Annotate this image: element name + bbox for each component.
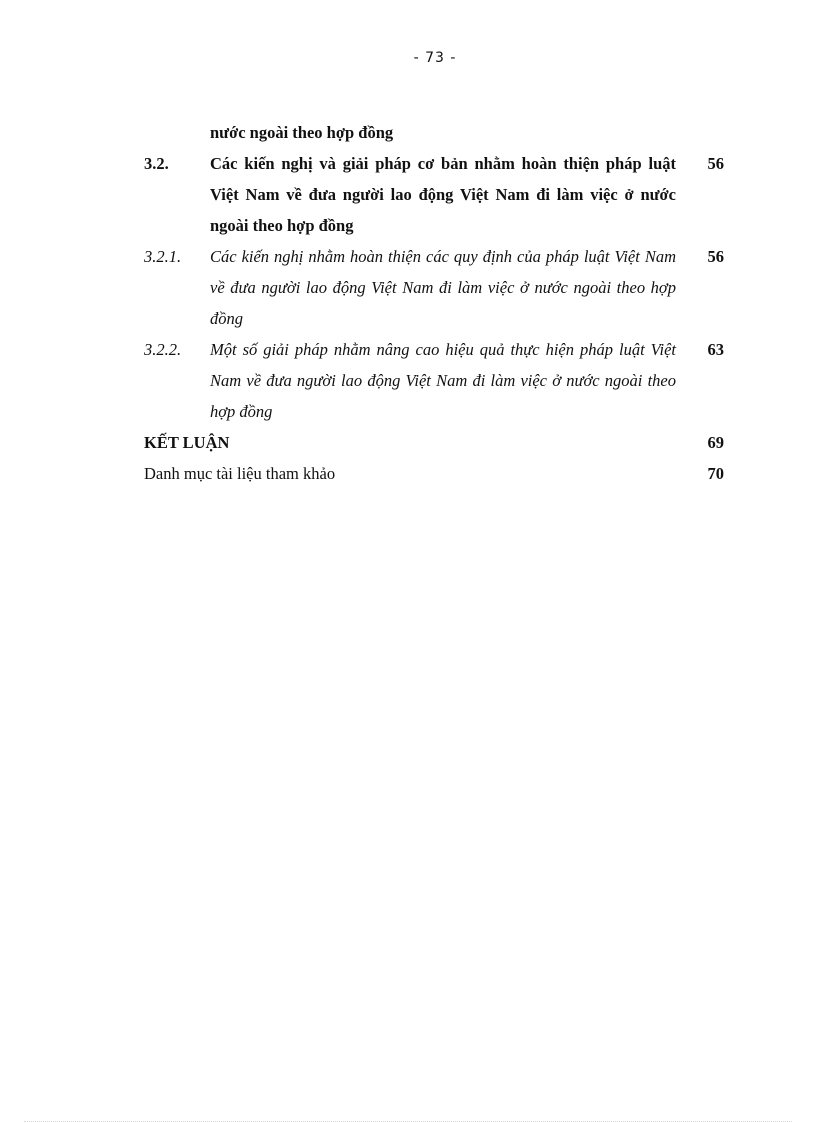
toc-entry-title: Các kiến nghị và giải pháp cơ bản nhằm hoàn thiện pháp luật Việt Nam về đưa người lao động Việt Nam đi làm việc ở nước ngoài theo hợp đồng: [210, 154, 676, 235]
toc-entry-page: 56: [707, 247, 724, 266]
toc-continuation-row: [144, 117, 724, 148]
toc-entry-page: 63: [707, 340, 724, 359]
table-of-contents: [144, 117, 724, 489]
toc-references-page: 70: [707, 464, 724, 483]
toc-conclusion-row: [144, 427, 724, 458]
toc-entry-page: 56: [707, 154, 724, 173]
toc-conclusion-page: 69: [707, 433, 724, 452]
toc-entry-number: 3.2.: [144, 154, 169, 173]
toc-entry-number: 3.2.2.: [144, 340, 182, 359]
toc-conclusion-title: KẾT LUẬN: [144, 433, 230, 452]
toc-entry-number: 3.2.1.: [144, 247, 182, 266]
page-bottom-divider: [24, 1121, 792, 1122]
page-number: - 73 -: [413, 50, 457, 66]
toc-entry-title: Các kiến nghị nhằm hoàn thiện các quy định của pháp luật Việt Nam về đưa người lao động Việt Nam đi làm việc ở nước ngoài theo hợp đồng: [210, 247, 676, 328]
toc-entry-3-2-1: [144, 241, 724, 334]
toc-references-title: Danh mục tài liệu tham khảo: [144, 464, 336, 483]
toc-entry-3-2: [144, 148, 724, 241]
toc-entry-3-2-2: [144, 334, 724, 427]
toc-continuation-title: nước ngoài theo hợp đồng: [210, 123, 394, 142]
toc-references-row: [144, 458, 724, 489]
toc-entry-title: Một số giải pháp nhằm nâng cao hiệu quả thực hiện pháp luật Việt Nam về đưa người lao động Việt Nam đi làm việc ở nước ngoài theo hợp đồng: [210, 340, 676, 421]
